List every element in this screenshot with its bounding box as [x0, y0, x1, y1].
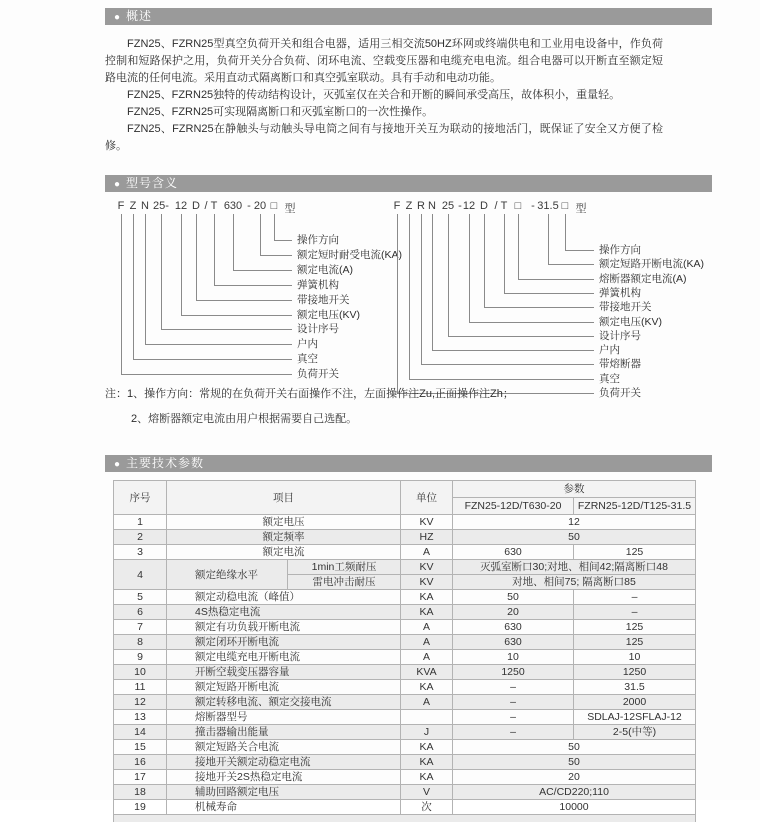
cell-item: 熔断器型号: [167, 710, 401, 725]
overview-text: [105, 36, 663, 155]
cell-value: 灭弧室断口30;对地、相间42;隔离断口48: [453, 560, 696, 575]
cell-item: 额定短路关合电流: [167, 740, 401, 755]
cell-value-fzn25: –: [453, 680, 574, 695]
section-header-parameters: [105, 455, 712, 472]
model-code-segment: F: [106, 200, 136, 212]
cell-no: 9: [114, 650, 167, 665]
model-label: 额定短路开断电流(KA): [599, 258, 704, 270]
bullet-icon: ●: [114, 179, 121, 190]
model-label: 带接地开关: [297, 294, 350, 306]
cell-unit: KV: [401, 560, 453, 575]
model-code-segment: □: [259, 200, 289, 212]
model-code-segment: N: [417, 200, 447, 212]
cell-no: 16: [114, 755, 167, 770]
model-code-segment: /: [191, 200, 221, 212]
model-code-segment: -: [518, 200, 548, 212]
model-label: 设计序号: [297, 323, 339, 335]
cell-value: 12: [453, 515, 696, 530]
cell-value: 10000: [453, 800, 696, 815]
cell-value-fzn25: 630: [453, 545, 574, 560]
section-header-model-meaning: [105, 175, 712, 192]
cell-value-fzrn25: 125: [574, 620, 696, 635]
header-model-fzrn25: FZRN25-12D/T125-31.5: [574, 498, 696, 515]
param-row-19: [114, 800, 696, 815]
model-label: 弹簧机构: [297, 279, 339, 291]
table-cell: [114, 815, 696, 822]
cell-value: 20: [453, 770, 696, 785]
model-label: 熔断器额定电流(A): [599, 273, 687, 285]
cell-value: 对地、相间75; 隔离断口85: [453, 575, 696, 590]
cell-no: 11: [114, 680, 167, 695]
model-label: 负荷开关: [599, 387, 641, 399]
section-header-overview: [105, 8, 712, 25]
model-label: 真空: [599, 373, 620, 385]
cell-unit: KA: [401, 755, 453, 770]
cell-value: 50: [453, 530, 696, 545]
model-code-segment: □: [503, 200, 533, 212]
note-line: 2、熔断器额定电流由用户根据需要自己选配。: [131, 411, 514, 427]
model-label: 户内: [599, 344, 620, 356]
model-code-segment: 31.5: [533, 200, 563, 212]
cell-subitem: 1min工频耐压: [288, 560, 401, 575]
cell-unit: KA: [401, 590, 453, 605]
cell-value-fzrn25: 10: [574, 650, 696, 665]
cell-unit: A: [401, 635, 453, 650]
param-row-11: [114, 680, 696, 695]
cell-value: AC/CD220;110: [453, 785, 696, 800]
cell-item: 额定有功负载开断电流: [167, 620, 401, 635]
cell-no: 17: [114, 770, 167, 785]
cell-value: 50: [453, 740, 696, 755]
parameters-table: [113, 480, 696, 822]
model-label: 弹簧机构: [599, 287, 641, 299]
bullet-icon: ●: [114, 459, 121, 470]
cell-unit: 次: [401, 800, 453, 815]
param-row-4: [114, 560, 696, 575]
cell-no: 6: [114, 605, 167, 620]
cell-item: 开断空载变压器容量: [167, 665, 401, 680]
cell-no: 4: [114, 560, 167, 590]
cutoff-row: [114, 815, 696, 822]
cell-value-fzn25: 630: [453, 635, 574, 650]
cell-unit: A: [401, 620, 453, 635]
cell-value-fzrn25: 125: [574, 635, 696, 650]
cell-value-fzrn25: –: [574, 590, 696, 605]
param-row-18: [114, 785, 696, 800]
cell-value: 50: [453, 755, 696, 770]
cell-unit: KA: [401, 770, 453, 785]
model-code-segment: 12: [166, 200, 196, 212]
model-code-segment: N: [130, 200, 160, 212]
cell-value-fzrn25: 125: [574, 545, 696, 560]
cell-item: 额定转移电流、额定交接电流: [167, 695, 401, 710]
model-label: 带熔断器: [599, 358, 641, 370]
table-header-row: [114, 481, 696, 498]
cell-subitem: 雷电冲击耐压: [288, 575, 401, 590]
model-code-segment: Z: [118, 200, 148, 212]
cell-value-fzn25: 10: [453, 650, 574, 665]
cell-unit: KA: [401, 605, 453, 620]
header-col-param: 参数: [453, 481, 696, 498]
model-label: 户内: [297, 338, 318, 350]
note-line: 注：1、操作方向：常规的在负荷开关右面操作不注，左面操作注Zu,正面操作注Zh；: [105, 386, 514, 402]
cell-item: 机械寿命: [167, 800, 401, 815]
model-code-segment: D: [181, 200, 211, 212]
model-code-segment: T: [489, 200, 519, 212]
param-row-10: [114, 665, 696, 680]
model-code-segment: 630: [218, 200, 248, 212]
cell-item: 额定频率: [167, 530, 401, 545]
cell-value-fzrn25: –: [574, 605, 696, 620]
cell-item: 额定电压: [167, 515, 401, 530]
model-code-segment: 型: [275, 200, 305, 216]
model-code-segment: 12: [454, 200, 484, 212]
cell-value-fzrn25: 1250: [574, 665, 696, 680]
cell-value-fzn25: 630: [453, 620, 574, 635]
param-row-6: [114, 605, 696, 620]
model-label: 额定电压(KV): [297, 309, 360, 321]
model-code-segment: 25: [433, 200, 463, 212]
cell-value-fzrn25: 31.5: [574, 680, 696, 695]
cell-no: 1: [114, 515, 167, 530]
param-row-8: [114, 635, 696, 650]
cell-unit: KV: [401, 515, 453, 530]
model-diagram-fzn25: [110, 198, 400, 384]
header-col-item: 项目: [167, 481, 401, 515]
param-row-15: [114, 740, 696, 755]
cell-item: 额定电缆充电开断电流: [167, 650, 401, 665]
bullet-icon: ●: [114, 12, 121, 23]
model-label: 操作方向: [297, 234, 339, 246]
cell-unit: J: [401, 725, 453, 740]
cell-value-fzrn25: SDLAJ-12SFLAJ-12: [574, 710, 696, 725]
cell-no: 15: [114, 740, 167, 755]
cell-unit: HZ: [401, 530, 453, 545]
model-label: 额定电压(KV): [599, 316, 662, 328]
cell-value-fzn25: 1250: [453, 665, 574, 680]
model-code-segment: R: [406, 200, 436, 212]
overview-paragraph: FZN25、FZRN25在静触头与动触头导电筒之间有与接地开关互为联动的接地活门，既保证了安全又方便了检修。: [105, 121, 663, 155]
model-label: 额定电流(A): [297, 264, 353, 276]
section-title: 型号含义: [126, 176, 178, 190]
cell-unit: A: [401, 545, 453, 560]
cell-value-fzn25: –: [453, 710, 574, 725]
overview-paragraph: FZN25、FZRN25独特的传动结构设计，灭弧室仅在关合和开断的瞬间承受高压，故体积小，重量轻。: [105, 87, 663, 104]
model-label: 额定短时耐受电流(KA): [297, 249, 402, 261]
model-code-segment: 型: [566, 200, 596, 216]
cell-value-fzn25: –: [453, 725, 574, 740]
param-row-3: [114, 545, 696, 560]
cell-unit: KV: [401, 575, 453, 590]
param-row-17: [114, 770, 696, 785]
cell-value-fzn25: –: [453, 695, 574, 710]
cell-item: 额定短路开断电流: [167, 680, 401, 695]
model-code-segment: T: [199, 200, 229, 212]
header-col-unit: 单位: [401, 481, 453, 515]
header-model-fzn25: FZN25-12D/T630-20: [453, 498, 574, 515]
cell-unit: KA: [401, 680, 453, 695]
cell-no: 19: [114, 800, 167, 815]
model-diagram-fzrn25: [390, 198, 710, 400]
cell-unit: KA: [401, 740, 453, 755]
cell-no: 14: [114, 725, 167, 740]
cell-no: 18: [114, 785, 167, 800]
cell-item: 额定动稳电流（峰值）: [167, 590, 401, 605]
header-col-no: 序号: [114, 481, 167, 515]
param-row-14: [114, 725, 696, 740]
cell-item: 接地开关2S热稳定电流: [167, 770, 401, 785]
model-label: 操作方向: [599, 244, 641, 256]
cell-no: 10: [114, 665, 167, 680]
model-code-segment: □: [550, 200, 580, 212]
cell-item: 额定绝缘水平: [167, 560, 288, 590]
cell-no: 8: [114, 635, 167, 650]
model-code-segment: 25-: [146, 200, 176, 212]
cell-unit: KVA: [401, 665, 453, 680]
cell-unit: A: [401, 695, 453, 710]
model-notes: [105, 386, 514, 427]
model-code-segment: -: [445, 200, 475, 212]
param-row-5: [114, 590, 696, 605]
model-label: 带接地开关: [599, 301, 652, 313]
param-row-12: [114, 695, 696, 710]
model-code-segment: -: [234, 200, 264, 212]
cell-no: 5: [114, 590, 167, 605]
section-title: 概述: [126, 9, 152, 23]
model-code-segment: 20: [245, 200, 275, 212]
cell-no: 12: [114, 695, 167, 710]
cell-unit: A: [401, 650, 453, 665]
cell-value-fzrn25: 2000: [574, 695, 696, 710]
connector-line: [121, 214, 292, 375]
overview-paragraph: FZN25、FZRN25型真空负荷开关和组合电器，适用三相交流50HZ环网或终端供电和工业用电设备中，作负荷控制和短路保护之用，负荷开关分合负荷、闭环电流、空载变压器和电缆充电电流。组合电器可以开断直至额定短路电流的任何电流。采用直动式隔离断口和真空弧室联动。具有手动和电动功能。: [105, 36, 663, 87]
cell-item: 额定闭环开断电流: [167, 635, 401, 650]
model-label: 设计序号: [599, 330, 641, 342]
model-label: 真空: [297, 353, 318, 365]
cell-unit: V: [401, 785, 453, 800]
model-code-segment: F: [382, 200, 412, 212]
cell-item: 撞击器输出能量: [167, 725, 401, 740]
cell-no: 7: [114, 620, 167, 635]
param-row-9: [114, 650, 696, 665]
cell-no: 2: [114, 530, 167, 545]
cell-item: 接地开关额定动稳定电流: [167, 755, 401, 770]
cell-no: 13: [114, 710, 167, 725]
model-code-segment: D: [469, 200, 499, 212]
param-row-13: [114, 710, 696, 725]
cell-no: 3: [114, 545, 167, 560]
model-label: 负荷开关: [297, 368, 339, 380]
cell-item: 辅助回路额定电压: [167, 785, 401, 800]
model-code-segment: /: [481, 200, 511, 212]
cell-item: 额定电流: [167, 545, 401, 560]
param-row-7: [114, 620, 696, 635]
model-code-segment: Z: [394, 200, 424, 212]
section-title: 主要技术参数: [126, 456, 204, 470]
param-row-1: [114, 515, 696, 530]
cell-item: 4S热稳定电流: [167, 605, 401, 620]
overview-paragraph: FZN25、FZRN25可实现隔离断口和灭弧室断口的一次性操作。: [105, 104, 663, 121]
cell-value-fzn25: 20: [453, 605, 574, 620]
param-row-16: [114, 755, 696, 770]
connector-line: [397, 214, 594, 394]
cell-value-fzrn25: 2-5(中等): [574, 725, 696, 740]
cell-value-fzn25: 50: [453, 590, 574, 605]
cell-unit: [401, 710, 453, 725]
param-row-2: [114, 530, 696, 545]
